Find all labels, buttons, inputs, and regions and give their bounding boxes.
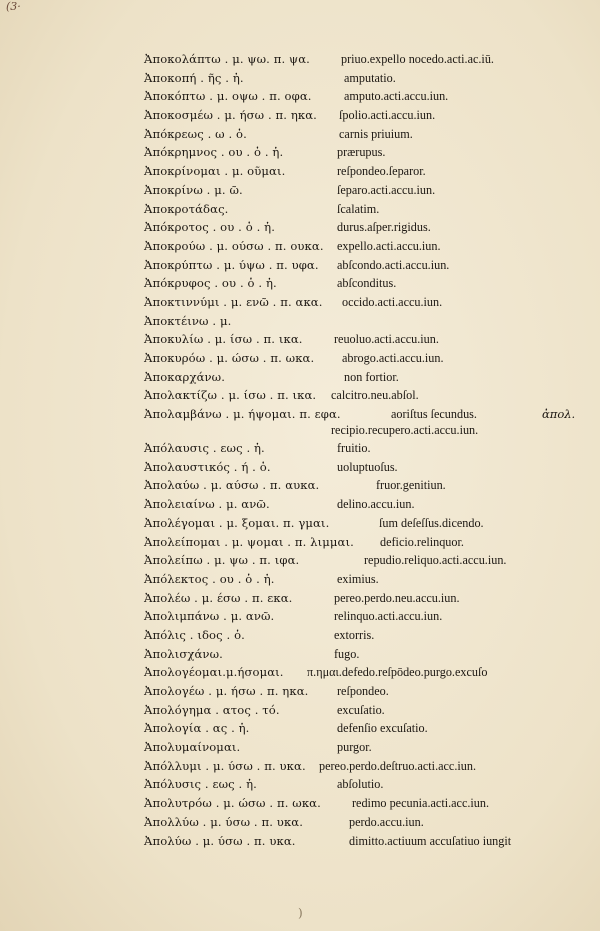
latin-gloss: calcitro.neu.abſol.: [331, 388, 419, 403]
lexicon-entry: [144, 570, 564, 589]
greek-headword: Ἀπολισχάνω.: [144, 646, 223, 661]
latin-gloss: extorris.: [334, 627, 375, 642]
lexicon-entry: [144, 293, 564, 312]
lexicon-entry: [144, 330, 564, 349]
latin-gloss: excuſatio.: [337, 702, 385, 717]
latin-gloss: deficio.relinquor.: [380, 534, 464, 549]
greek-headword: Ἀπολέω . μ. έσω . π. εκα.: [144, 590, 293, 605]
greek-headword: Ἀπόκρεως . ω . ὁ.: [144, 126, 247, 141]
greek-headword: Ἀπολυτρόω . μ. ώσω . π. ωκα.: [144, 796, 321, 811]
lexicon-entry: [144, 125, 564, 144]
lexicon-entry: [144, 701, 564, 720]
greek-headword: Ἀπολείπω . μ. ψω . π. ιφα.: [144, 553, 300, 568]
greek-headword: Ἀπολυμαίνομαι.: [144, 740, 241, 755]
latin-gloss: amputatio.: [344, 70, 396, 85]
lexicon-entry: [144, 368, 564, 387]
latin-gloss: aoriſtus ſecundus.: [391, 407, 477, 422]
greek-headword: Ἀποκαρχάνω.: [144, 369, 226, 384]
greek-headword: Ἀποκρίνομαι . μ. οῦμαι.: [144, 164, 286, 179]
latin-gloss: relinquo.acti.accu.iun.: [334, 609, 443, 624]
greek-headword: Ἀποκτιννύμι . μ. ενῶ . π. ακα.: [144, 294, 323, 309]
greek-headword: Ἀπολέγομαι . μ. ξομαι. π. γμαι.: [144, 515, 330, 530]
latin-gloss: fruitio.: [337, 441, 371, 456]
lexicon-entry: [144, 181, 564, 200]
latin-gloss: abſcondo.acti.accu.iun.: [337, 257, 450, 272]
greek-headword: Ἀπόκρυφος . ου . ὁ . ἡ.: [144, 276, 277, 291]
lexicon-entry: [144, 514, 564, 533]
latin-gloss: abrogo.acti.accu.iun.: [342, 351, 444, 365]
greek-headword: Ἀπόλεκτος . ου . ὁ . ἡ.: [144, 571, 275, 586]
lexicon-entry: [144, 663, 564, 682]
greek-headword: Ἀπόλις . ιδος . ὁ.: [144, 627, 245, 642]
latin-gloss: defenſio excuſatio.: [337, 721, 428, 736]
lexicon-entry: [144, 495, 564, 514]
lexicon-entry: [144, 458, 564, 477]
lexicon-entry: [144, 682, 564, 701]
lexicon-entry: [144, 237, 564, 256]
greek-headword: Ἀπολογία . ας . ἡ.: [144, 721, 250, 736]
greek-headword: Ἀπόλαυσις . εως . ἡ.: [144, 441, 265, 456]
greek-headword: Ἀπόκρημνος . ου . ὁ . ἡ.: [144, 145, 284, 160]
latin-gloss: durus.aſper.rigidus.: [337, 220, 431, 235]
latin-gloss: repudio.reliquo.acti.accu.iun.: [364, 553, 507, 568]
greek-headword: Ἀποκροτάδας.: [144, 201, 229, 216]
greek-headword: Ἀπολύω . μ. ύσω . π. υκα.: [144, 833, 296, 848]
lexicon-entries: [144, 50, 576, 850]
lexicon-entry: [144, 794, 564, 813]
greek-headword: Ἀπολειαίνω . μ. ανῶ.: [144, 497, 270, 512]
lexicon-entry: [144, 626, 564, 645]
latin-gloss: amputo.acti.accu.iun.: [344, 89, 449, 104]
greek-headword: Ἀπολλύω . μ. ύσω . π. υκα.: [144, 814, 304, 829]
latin-gloss: priuo.expello nocedo.acti.ac.iū.: [341, 52, 494, 66]
latin-gloss: reuoluo.acti.accu.iun.: [334, 332, 439, 347]
latin-gloss: pereo.perdo.neu.accu.iun.: [334, 590, 460, 605]
greek-headword: Ἀποκυλίω . μ. ίσω . π. ικα.: [144, 332, 303, 347]
lexicon-entry: [144, 312, 564, 331]
latin-gloss: prærupus.: [337, 145, 386, 160]
greek-headword: Ἀποκυρόω . μ. ώσω . π. ωκα.: [144, 351, 315, 365]
latin-gloss: uoluptuoſus.: [337, 459, 398, 474]
folio-number: (3·: [6, 0, 21, 13]
latin-gloss: perdo.accu.iun.: [349, 814, 424, 829]
footer-mark: ): [298, 906, 303, 920]
latin-gloss: reſpondeo.ſeparor.: [337, 164, 426, 179]
lexicon-entry: [144, 719, 564, 738]
greek-headword: Ἀποκρούω . μ. ούσω . π. ουκα.: [144, 238, 324, 253]
greek-headword: Ἀποκολάπτω . μ. ψω. π. ψα.: [144, 52, 310, 66]
lexicon-entry: [144, 589, 564, 608]
latin-gloss: pereo.perdo.deſtruo.acti.acc.iun.: [319, 758, 477, 773]
greek-headword: Ἀποκτέινω . μ.: [144, 313, 232, 328]
lexicon-entry: [144, 87, 564, 106]
greek-headword: Ἀπολόγημα . ατος . τό.: [144, 702, 280, 717]
greek-headword: Ἀποκοσμέω . μ. ήσω . π. ηκα.: [144, 108, 317, 123]
greek-headword: Ἀπόλλυμι . μ. ύσω . π. υκα.: [144, 758, 306, 773]
latin-gloss: redimo pecunia.acti.acc.iun.: [352, 796, 490, 811]
greek-headword: Ἀπολαυστικός . ή . ὁ.: [144, 459, 271, 474]
lexicon-entry: [144, 645, 564, 664]
latin-gloss: eximius.: [337, 571, 379, 586]
lexicon-entry: [144, 349, 564, 368]
greek-headword: Ἀποκόπτω . μ. οψω . π. οφα.: [144, 89, 312, 104]
latin-gloss: reſpondeo.: [337, 684, 389, 698]
latin-gloss: dimitto.actiuum accuſatiuo iungit: [349, 833, 512, 848]
greek-headword: Ἀπολαμβάνω . μ. ήψομαι. π. εφα.: [144, 407, 341, 422]
greek-headword: Ἀπόλυσις . εως . ἡ.: [144, 777, 257, 792]
latin-gloss: ſpolio.acti.accu.iun.: [339, 108, 436, 123]
lexicon-entry: [144, 813, 564, 832]
greek-headword: Ἀποκρύπτω . μ. ύψω . π. υφα.: [144, 257, 319, 272]
latin-gloss: ſeparo.acti.accu.iun.: [337, 182, 436, 197]
lexicon-entry: [144, 69, 564, 88]
lexicon-entry: [144, 386, 564, 405]
latin-gloss: ſum deſeſſus.dicendo.: [379, 515, 484, 530]
latin-gloss: purgor.: [337, 740, 372, 755]
lexicon-entry: [144, 476, 564, 495]
greek-headword: Ἀπολιμπάνω . μ. ανῶ.: [144, 609, 275, 624]
greek-headword: Ἀπολογέω . μ. ήσω . π. ηκα.: [144, 684, 309, 698]
greek-headword: Ἀπολείπομαι . μ. ψομαι . π. λιμμαι.: [144, 534, 354, 549]
lexicon-entry: [144, 50, 564, 69]
lexicon-entry: [144, 200, 564, 219]
latin-gloss: occido.acti.accu.iun.: [342, 294, 443, 309]
lexicon-entry: [144, 607, 564, 626]
lexicon-entry: [144, 143, 564, 162]
lexicon-entry: [144, 832, 564, 851]
lexicon-entry: [144, 256, 564, 275]
latin-gloss: expello.acti.accu.iun.: [337, 238, 441, 253]
greek-headword: Ἀποκοπή . ῆς . ἡ.: [144, 70, 244, 85]
lexicon-entry: [144, 439, 564, 458]
lexicon-entry: [144, 533, 564, 552]
latin-gloss: carnis priuium.: [339, 126, 413, 141]
lexicon-entry: [144, 405, 576, 439]
latin-gloss: π.ημαι.defedo.reſpōdeo.purgo.excuſo: [307, 665, 488, 680]
latin-gloss-continuation: recipio.recupero.acti.accu.iun.: [331, 423, 479, 438]
lexicon-entry: [144, 274, 564, 293]
lexicon-entry: [144, 775, 564, 794]
lexicon-entry: [144, 162, 564, 181]
greek-headword: Ἀπολογέομαι.μ.ήσομαι.: [144, 665, 284, 680]
latin-gloss: abſolutio.: [337, 777, 384, 792]
lexicon-entry: [144, 757, 564, 776]
greek-headword: Ἀπόκροτος . ου . ὁ . ἡ.: [144, 220, 276, 235]
lexicon-entry: [144, 106, 564, 125]
lexicon-entry: [144, 218, 564, 237]
latin-gloss: ſcalatim.: [337, 201, 380, 216]
latin-gloss: fruor.genitiun.: [376, 478, 446, 493]
marginal-note: ἀπολ.: [542, 407, 576, 422]
lexicon-entry: [144, 551, 564, 570]
greek-headword: Ἀπολακτίζω . μ. ίσω . π. ικα.: [144, 388, 317, 403]
latin-gloss: fugo.: [334, 646, 360, 661]
lexicon-entry: [144, 738, 564, 757]
greek-headword: Ἀποκρίνω . μ. ῶ.: [144, 182, 243, 197]
latin-gloss: delino.accu.iun.: [337, 497, 415, 512]
greek-headword: Ἀπολαύω . μ. αύσω . π. αυκα.: [144, 478, 320, 493]
latin-gloss: abſconditus.: [337, 276, 397, 291]
latin-gloss: non fortior.: [344, 369, 399, 384]
